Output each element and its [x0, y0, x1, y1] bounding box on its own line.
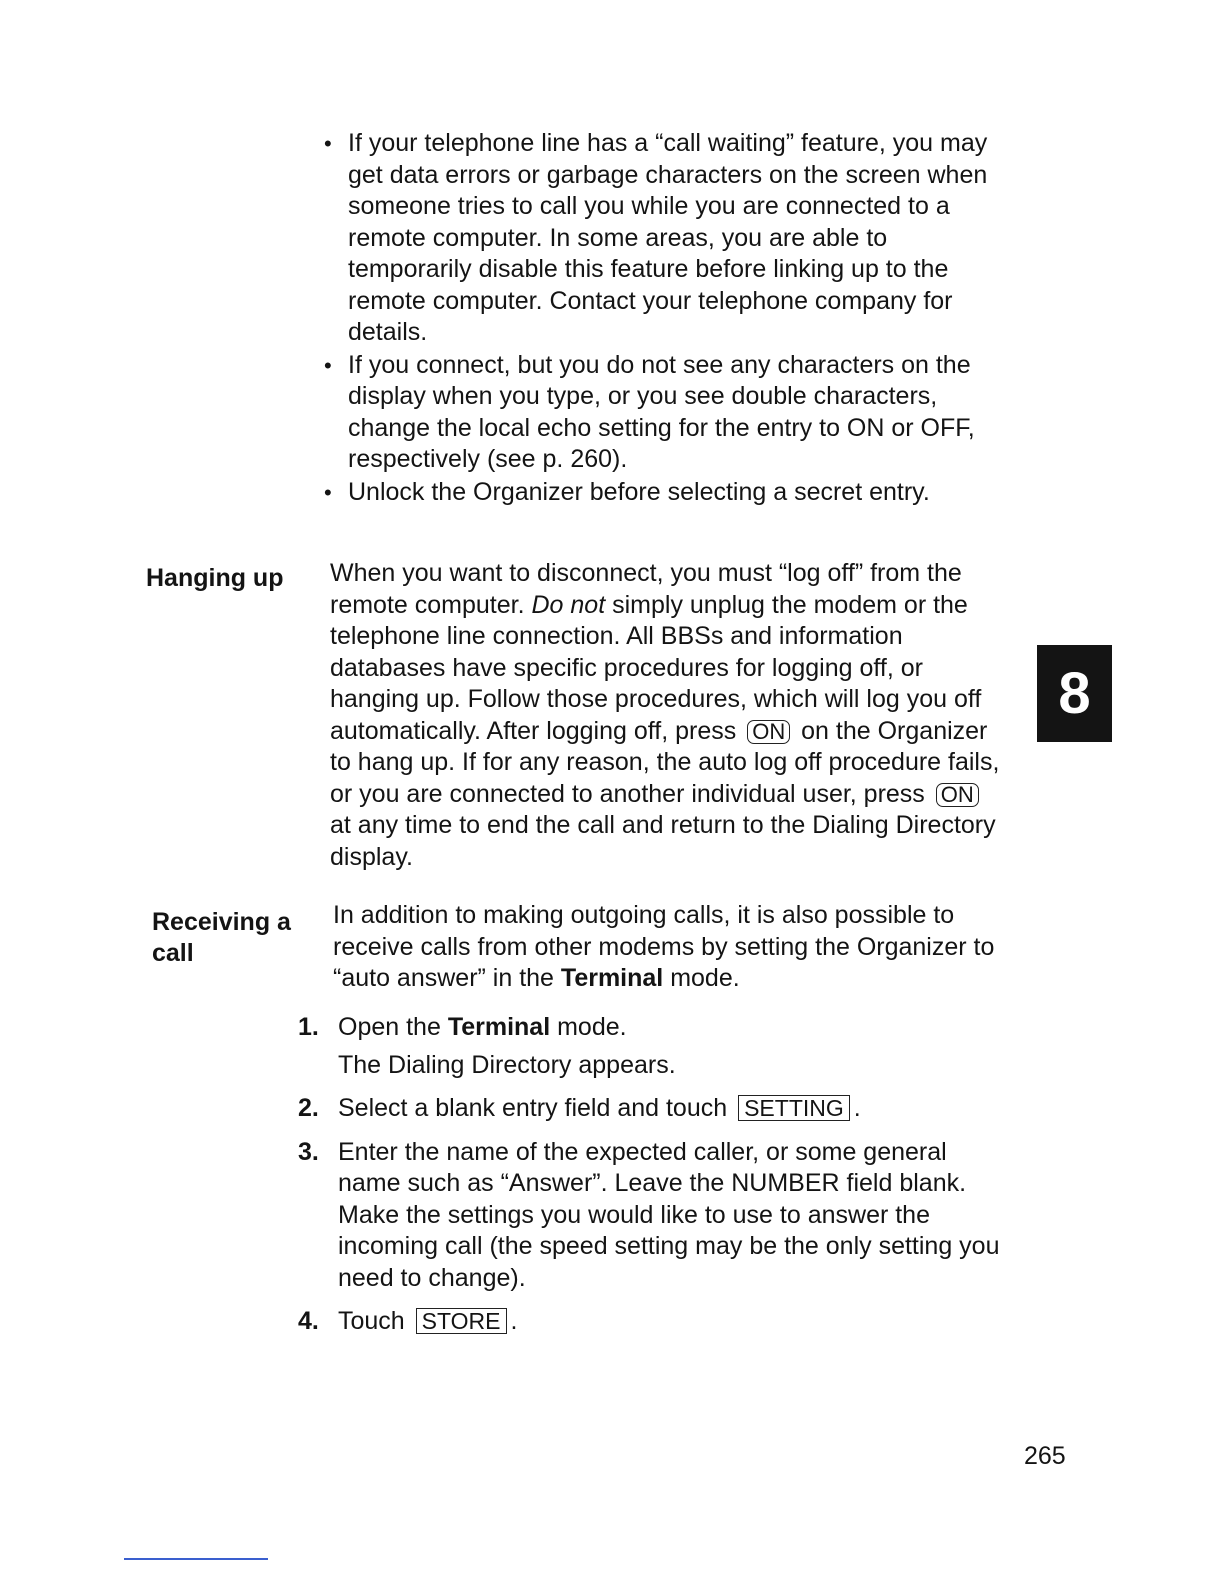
- list-item: [322, 477, 1002, 509]
- text-run: mode.: [663, 964, 740, 992]
- store-key: STORE: [416, 1308, 507, 1334]
- text-run: When you want to disconnect, you must “log off” from the remote computer.: [330, 559, 962, 619]
- heading-line: Receiving a: [152, 908, 291, 936]
- bottom-rule: [124, 1558, 268, 1560]
- hanging-up-text: [330, 558, 1010, 873]
- step-number: 2.: [298, 1094, 319, 1122]
- receiving-call-heading: [152, 907, 291, 969]
- setting-key: SETTING: [738, 1095, 850, 1121]
- step-list: [298, 1012, 1008, 1350]
- emphasis: Do not: [531, 590, 606, 619]
- hanging-up-heading: Hanging up: [146, 564, 284, 592]
- bullet-text: If you connect, but you do not see any characters on the display when you type, or you see double characters, change the local echo setting for the entry to ON or OFF, respectively (see p. 260).: [348, 350, 975, 473]
- terminal-mode-name: Terminal: [447, 1013, 551, 1041]
- on-key: ON: [747, 720, 790, 744]
- bullet-text: Unlock the Organizer before selecting a secret entry.: [348, 477, 930, 506]
- step-item: [298, 1012, 1008, 1081]
- terminal-mode-name: Terminal: [560, 964, 664, 992]
- bullet-icon: •: [324, 131, 332, 156]
- bullet-icon: •: [324, 479, 332, 505]
- text-run: In addition to making outgoing calls, it is also possible to receive calls from other modems by setting the Organizer to “auto answer” in the: [333, 901, 995, 992]
- chapter-tab: 8: [1037, 645, 1112, 742]
- step-number: 1.: [298, 1013, 319, 1041]
- heading-line: call: [152, 939, 194, 967]
- text-run: mode.: [550, 1013, 627, 1041]
- text-run: .: [853, 1094, 861, 1122]
- text-run: on the Organizer to hang up. If for any reason, the auto log off procedure fails, or you are connected to another individual user, press: [330, 716, 1000, 808]
- text-run: Select a blank entry field and touch: [338, 1094, 728, 1122]
- step-number: 3.: [298, 1137, 319, 1166]
- page-number: 265: [1024, 1442, 1066, 1470]
- list-item: [322, 128, 1002, 349]
- step-item: [298, 1306, 1008, 1338]
- text-run: simply unplug the modem or the telephone line connection. All BBSs and information databases have specific procedures for logging off, or hanging up. Follow those procedures, which will log you off automatically. After logging off, press: [330, 590, 982, 745]
- step-item: [298, 1137, 1008, 1295]
- text-run: at any time to end the call and return to the Dialing Directory display.: [330, 811, 996, 871]
- text-run: Open the: [338, 1013, 448, 1041]
- list-item: [322, 350, 1002, 476]
- step-number: 4.: [298, 1307, 319, 1335]
- receiving-call-text: [333, 900, 1013, 995]
- text-run: .: [510, 1307, 518, 1335]
- bullet-icon: •: [324, 352, 332, 378]
- step-result: The Dialing Directory appears.: [338, 1050, 676, 1079]
- bullet-text: If your telephone line has a “call waiting” feature, you may get data errors or garbage characters on the screen when someone tries to call you while you are connected to a remote computer. In some areas, you are able to temporarily disable this feature before linking up to the remote computer. Contact your telephone company for details.: [348, 129, 988, 346]
- on-key: ON: [936, 783, 979, 807]
- text-run: Enter the name of the expected caller, or some general name such as “Answer”. Leave the NUMBER field blank. Make the settings you would like to use to answer the incoming call (the speed setting may be the only setting you need to change).: [338, 1137, 1000, 1292]
- step-item: [298, 1093, 1008, 1125]
- bullet-list: [322, 128, 1002, 509]
- text-run: Touch: [338, 1307, 405, 1335]
